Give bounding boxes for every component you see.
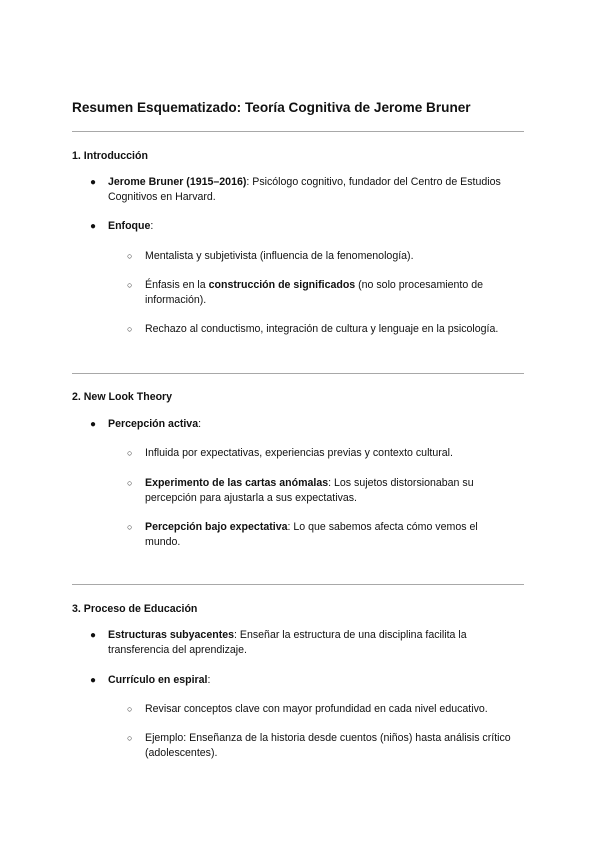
item-text: : — [198, 418, 202, 430]
sub-item-ejemplo-historia: Ejemplo: Enseñanza de la historia desde cuentos (niños) hasta análisis crítico (adolescentes). — [145, 732, 511, 759]
divider — [72, 131, 524, 132]
bullet-icon: ● — [90, 221, 97, 232]
sub-bullet-icon: ○ — [127, 280, 133, 290]
bullet-icon: ● — [90, 630, 97, 641]
sub-item-enfasis: Énfasis en la construcción de significados (no solo procesamiento de información). — [145, 279, 483, 306]
sub-item-percepcion-expectativa: Percepción bajo expectativa: Lo que sabemos afecta cómo vemos el mundo. — [145, 521, 478, 548]
sub-item-influida: Influida por expectativas, experiencias previas y contexto cultural. — [145, 447, 453, 459]
item-text: : — [150, 220, 154, 232]
sub-bullet-icon: ○ — [127, 522, 133, 532]
sub-bullet-icon: ○ — [127, 733, 133, 743]
bullet-icon: ● — [90, 177, 97, 188]
sub-item-cartas-anomalas: Experimento de las cartas anómalas: Los sujetos distorsionaban su percepción para ajustarla a sus expectativas. — [145, 477, 474, 504]
item-text: : Enseñar la estructura de una disciplina facilita la transferencia del aprendizaje. — [108, 629, 467, 656]
sub-bullet-icon: ○ — [127, 251, 133, 261]
section-heading-new-look-theory: 2. New Look Theory — [72, 391, 173, 403]
list-item-enfoque — [108, 219, 524, 234]
list-item-estructuras-subyacentes — [108, 628, 524, 658]
list-item-curriculo-espiral — [108, 673, 524, 688]
item-bold-label: Jerome Bruner (1915–2016) — [108, 176, 247, 188]
section-heading-proceso-educacion: 3. Proceso de Educación — [72, 603, 198, 615]
sub-bullet-icon: ○ — [127, 478, 133, 488]
sub-bullet-icon: ○ — [127, 704, 133, 714]
section-heading-introduccion: 1. Introducción — [72, 150, 148, 162]
item-bold-label: Estructuras subyacentes — [108, 629, 235, 641]
sub-bullet-icon: ○ — [127, 448, 133, 458]
item-text: : Psicólogo cognitivo, fundador del Centro de Estudios Cognitivos en Harvard. — [108, 176, 501, 203]
sub-item-revisar-conceptos: Revisar conceptos clave con mayor profundidad en cada nivel educativo. — [145, 703, 488, 715]
bullet-icon: ● — [90, 675, 97, 686]
list-item-jerome-bruner — [108, 175, 524, 205]
sub-item-rechazo: Rechazo al conductismo, integración de cultura y lenguaje en la psicología. — [145, 323, 499, 335]
document-title: Resumen Esquematizado: Teoría Cognitiva de Jerome Bruner — [72, 100, 471, 115]
item-bold-label: Percepción activa — [108, 418, 199, 430]
list-item-percepcion-activa — [108, 417, 524, 432]
sub-item-mentalista: Mentalista y subjetivista (influencia de la fenomenología). — [145, 250, 414, 262]
divider — [72, 373, 524, 374]
item-bold-label: Enfoque — [108, 220, 151, 232]
item-text: : — [207, 674, 211, 686]
bullet-icon: ● — [90, 419, 97, 430]
sub-bullet-icon: ○ — [127, 324, 133, 334]
item-bold-label: Currículo en espiral — [108, 674, 208, 686]
divider — [72, 584, 524, 585]
